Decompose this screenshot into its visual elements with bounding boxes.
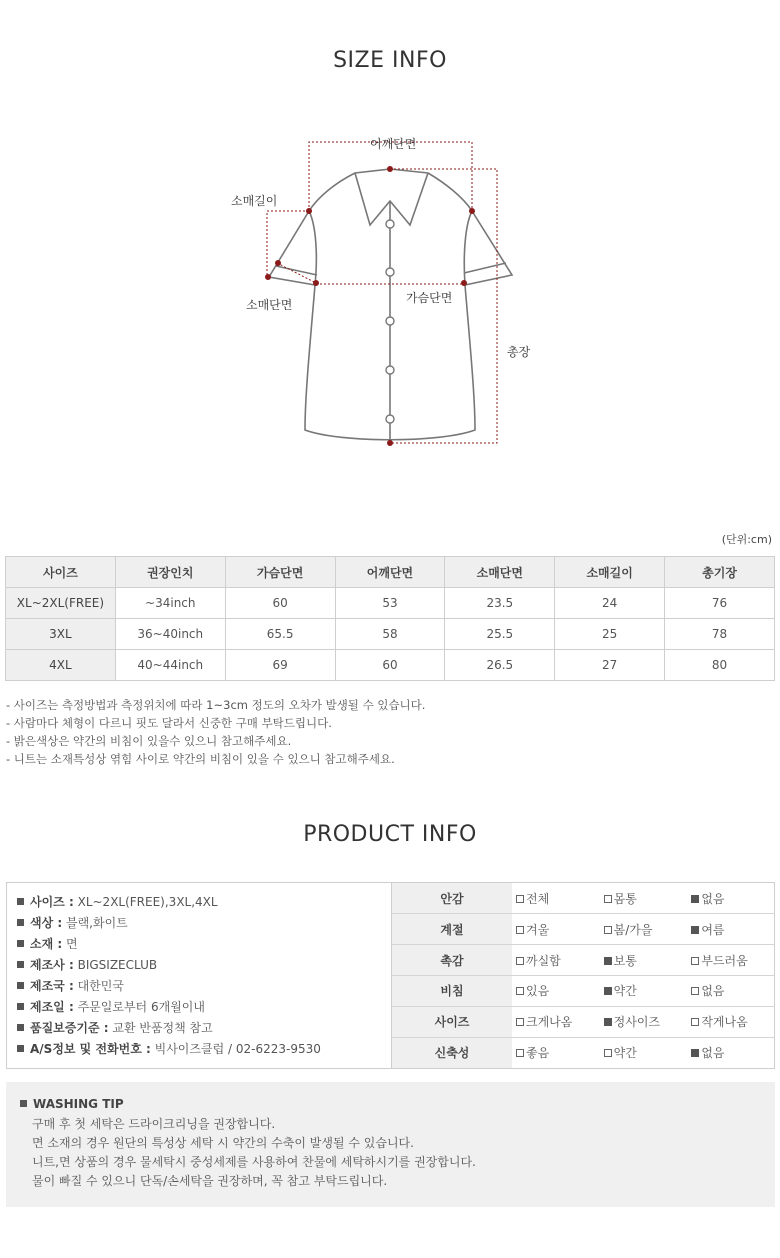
checkbox-icon [516, 957, 524, 965]
option-label: 정사이즈 [613, 1015, 661, 1030]
product-detail-item [17, 913, 391, 934]
attribute-option [600, 883, 688, 914]
detail-key: 품질보증기준 : [30, 1021, 109, 1035]
washing-tip-box [6, 1082, 775, 1207]
table-cell: 58 [335, 619, 445, 650]
option-label: 까실함 [526, 953, 561, 968]
bullet-square-icon [17, 1024, 24, 1031]
product-detail-item [17, 934, 391, 955]
attribute-option [687, 1037, 775, 1068]
option-label: 없음 [701, 891, 725, 906]
header-recommended-inch: 권장인치 [115, 557, 225, 588]
header-size: 사이즈 [6, 557, 116, 588]
attribute-row [392, 1037, 775, 1068]
unit-label: (단위:cm) [721, 533, 772, 546]
option-label: 전체 [526, 891, 550, 906]
option-label: 몸통 [613, 891, 637, 906]
attribute-option [512, 945, 600, 976]
attribute-option [687, 883, 775, 914]
bullet-square-icon [17, 961, 24, 968]
bullet-square-icon [17, 919, 24, 926]
button-4 [386, 366, 394, 374]
attribute-name: 안감 [392, 883, 512, 914]
table-cell: 78 [665, 619, 775, 650]
table-cell: 76 [665, 588, 775, 619]
checkbox-icon [604, 1049, 612, 1057]
product-attribute-table [392, 883, 775, 1068]
table-cell: 26.5 [445, 650, 555, 681]
right-sleeve-cuff [464, 263, 506, 273]
product-detail-item [17, 955, 391, 976]
attribute-option [600, 945, 688, 976]
checkbox-icon [691, 1018, 699, 1026]
table-cell: 80 [665, 650, 775, 681]
option-label: 약간 [613, 1046, 637, 1061]
attribute-row [392, 883, 775, 914]
table-cell: 60 [335, 650, 445, 681]
option-label: 보통 [613, 953, 637, 968]
option-label: 약간 [613, 984, 637, 999]
button-2 [386, 268, 394, 276]
header-shoulder: 어깨단면 [335, 557, 445, 588]
attribute-name: 신축성 [392, 1037, 512, 1068]
product-detail-item [17, 892, 391, 913]
detail-value: BIGSIZECLUB [77, 958, 158, 972]
marker-sleeve-end [265, 274, 271, 280]
detail-key: 사이즈 : [30, 895, 74, 909]
marker-sleeve-cuff [275, 260, 281, 266]
bullet-square-icon [17, 982, 24, 989]
note-line: - 밝은색상은 약간의 비침이 있을수 있으니 참고해주세요. [6, 734, 292, 748]
detail-value: 빅사이즈클럽 / 02-6223-9530 [154, 1042, 321, 1056]
checkbox-icon [691, 987, 699, 995]
checkbox-icon [604, 926, 612, 934]
checkbox-checked-icon [691, 895, 699, 903]
shirt-illustration [220, 125, 540, 460]
product-detail-item [17, 976, 391, 997]
label-shoulder: 어깨단면 [370, 137, 417, 151]
detail-value: 주문일로부터 6개월이내 [77, 1000, 205, 1014]
attribute-option [512, 914, 600, 945]
table-cell: 36~40inch [115, 619, 225, 650]
attribute-option [600, 1037, 688, 1068]
attribute-row [392, 975, 775, 1006]
table-cell: 53 [335, 588, 445, 619]
table-cell: 25 [555, 619, 665, 650]
checkbox-icon [516, 1049, 524, 1057]
checkbox-checked-icon [691, 926, 699, 934]
note-line: - 니트는 소재특성상 엮힘 사이로 약간의 비침이 있을 수 있으니 참고해주세요. [6, 752, 395, 766]
checkbox-checked-icon [691, 1049, 699, 1057]
product-details-list [7, 883, 392, 1068]
option-label: 좋음 [526, 1046, 550, 1061]
attribute-name: 계절 [392, 914, 512, 945]
attribute-option [512, 1006, 600, 1037]
table-cell: 27 [555, 650, 665, 681]
checkbox-checked-icon [604, 957, 612, 965]
table-row [6, 588, 775, 619]
total-length-guide [390, 169, 497, 443]
marker-left-shoulder [306, 208, 312, 214]
note-line: - 사이즈는 측정방법과 측정위치에 따라 1~3cm 정도의 오차가 발생될 수 있습니다. [6, 698, 426, 712]
size-notes [6, 696, 425, 768]
checkbox-icon [691, 957, 699, 965]
header-sleeve-width: 소매단면 [445, 557, 555, 588]
attribute-option [687, 975, 775, 1006]
attribute-option [600, 914, 688, 945]
option-label: 있음 [526, 984, 550, 999]
washing-tip-heading [20, 1097, 775, 1111]
table-cell: ~34inch [115, 588, 225, 619]
header-chest: 가슴단면 [225, 557, 335, 588]
checkbox-icon [516, 1018, 524, 1026]
left-sleeve-cuff [276, 266, 317, 275]
button-1 [386, 220, 394, 228]
checkbox-checked-icon [604, 987, 612, 995]
washing-tip-line: 구매 후 첫 세탁은 드라이크리닝을 권장합니다. [32, 1117, 276, 1131]
option-label: 봄/가을 [613, 922, 653, 937]
detail-value: 블랙,화이트 [66, 916, 128, 930]
washing-tip-title: WASHING TIP [33, 1097, 124, 1111]
table-cell: 24 [555, 588, 665, 619]
right-armhole [464, 211, 472, 285]
bullet-square-icon [17, 1045, 24, 1052]
shirt-collar [355, 173, 428, 225]
header-sleeve-length: 소매길이 [555, 557, 665, 588]
attribute-option [687, 1006, 775, 1037]
product-detail-item [17, 1039, 391, 1060]
detail-value: 대한민국 [77, 979, 124, 993]
washing-tip-line: 물이 빠질 수 있으니 단독/손세탁을 권장하며, 꼭 참고 부탁드립니다. [32, 1174, 388, 1188]
shirt-measurement-diagram [220, 125, 540, 460]
checkbox-icon [604, 895, 612, 903]
product-info-title: PRODUCT INFO [303, 822, 477, 847]
detail-key: 소재 : [30, 937, 63, 951]
table-cell: 25.5 [445, 619, 555, 650]
marker-collar-top [387, 166, 393, 172]
option-label: 작게나옴 [701, 1015, 748, 1030]
marker-right-shoulder [469, 208, 475, 214]
product-info-box [6, 882, 775, 1069]
size-table-header-row [6, 557, 775, 588]
table-cell: 65.5 [225, 619, 335, 650]
detail-key: 제조일 : [30, 1000, 74, 1014]
size-table [5, 556, 775, 681]
marker-hem [387, 440, 393, 446]
attribute-name: 비침 [392, 975, 512, 1006]
table-cell: 60 [225, 588, 335, 619]
table-row [6, 619, 775, 650]
button-3 [386, 317, 394, 325]
attribute-name: 사이즈 [392, 1006, 512, 1037]
bullet-square-icon [17, 1003, 24, 1010]
detail-value: XL~2XL(FREE),3XL,4XL [77, 895, 218, 909]
option-label: 크게나옴 [526, 1015, 573, 1030]
note-line: - 사람마다 체형이 다르니 핏도 달라서 신중한 구매 부탁드립니다. [6, 716, 332, 730]
checkbox-icon [516, 895, 524, 903]
attribute-option [600, 975, 688, 1006]
size-info-title: SIZE INFO [333, 48, 447, 73]
table-cell: 23.5 [445, 588, 555, 619]
marker-right-chest [461, 280, 467, 286]
label-sleeve-length: 소매길이 [231, 194, 278, 208]
attribute-row [392, 945, 775, 976]
attribute-option [687, 945, 775, 976]
table-row [6, 650, 775, 681]
table-cell: XL~2XL(FREE) [6, 588, 116, 619]
marker-left-chest [313, 280, 319, 286]
detail-key: 제조사 : [30, 958, 74, 972]
attribute-option [512, 883, 600, 914]
checkbox-checked-icon [604, 1018, 612, 1026]
attribute-row [392, 1006, 775, 1037]
bullet-square-icon [17, 898, 24, 905]
product-detail-item [17, 997, 391, 1018]
product-detail-item [17, 1018, 391, 1039]
washing-tip-line: 니트,면 상품의 경우 물세탁시 중성세제를 사용하여 찬물에 세탁하시기를 권장합니다. [32, 1155, 476, 1169]
table-cell: 3XL [6, 619, 116, 650]
bullet-square-icon [17, 940, 24, 947]
attribute-option [512, 1037, 600, 1068]
option-label: 여름 [701, 922, 725, 937]
table-cell: 40~44inch [115, 650, 225, 681]
option-label: 없음 [701, 1046, 725, 1061]
detail-value: 교환 반품정책 참고 [112, 1021, 213, 1035]
washing-tip-line: 면 소재의 경우 원단의 특성상 세탁 시 약간의 수축이 발생될 수 있습니다. [32, 1136, 414, 1150]
attribute-option [600, 1006, 688, 1037]
detail-key: 제조국 : [30, 979, 74, 993]
table-cell: 69 [225, 650, 335, 681]
button-5 [386, 415, 394, 423]
bullet-square-icon [20, 1100, 27, 1107]
attribute-name: 촉감 [392, 945, 512, 976]
detail-key: 색상 : [30, 916, 63, 930]
detail-value: 면 [66, 937, 78, 951]
option-label: 없음 [701, 984, 725, 999]
attribute-option [512, 975, 600, 1006]
table-cell: 4XL [6, 650, 116, 681]
header-total-length: 총기장 [665, 557, 775, 588]
option-label: 부드러움 [701, 953, 748, 968]
label-chest: 가슴단면 [406, 291, 453, 305]
detail-key: A/S정보 및 전화번호 : [30, 1042, 151, 1056]
checkbox-icon [516, 987, 524, 995]
option-label: 겨울 [526, 922, 550, 937]
label-total-length: 총장 [507, 345, 531, 359]
attribute-option [687, 914, 775, 945]
label-sleeve-width: 소매단면 [246, 298, 293, 312]
attribute-row [392, 914, 775, 945]
checkbox-icon [516, 926, 524, 934]
